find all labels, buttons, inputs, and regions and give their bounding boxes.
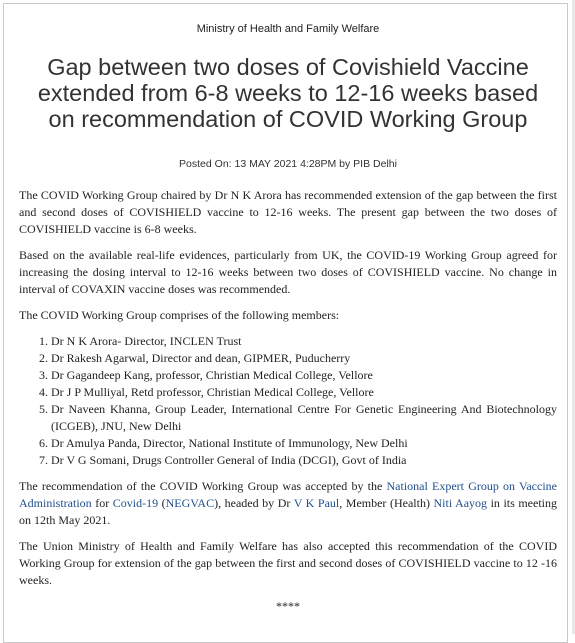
title-line-2: extended from 6-8 weeks to 12-16 weeks based [37, 80, 539, 106]
paragraph-4 [19, 478, 557, 529]
p4-text-5: , Member (Health) [339, 496, 434, 510]
p4-text-4: ), headed by Dr [214, 496, 294, 510]
p4-text-2: for [91, 496, 113, 510]
members-list [19, 333, 557, 469]
p4-text-3: ( [158, 496, 166, 510]
member-item: 2. Dr Rakesh Agarwal, Director and dean, GIPMER, Puducherry [51, 350, 557, 367]
title-line-3: on recommendation of COVID Working Group [48, 106, 528, 132]
member-item: 5. Dr Naveen Khanna, Group Leader, International Centre For Genetic Engineering And Biotechnology (ICGEB), JNU, New Delhi [51, 401, 557, 435]
p4-text-1: The recommendation of the COVID Working Group was accepted by the [19, 479, 387, 493]
niti-aayog-link[interactable]: Niti Aayog [433, 496, 488, 510]
negvac-link[interactable]: NEGVAC [165, 496, 215, 510]
release-body [19, 187, 557, 615]
member-item: 1. Dr N K Arora- Director, INCLEN Trust [51, 333, 557, 350]
p4-text-6: in its meeting on 12th May 2021. [19, 496, 558, 527]
member-item: 6. Dr Amulya Panda, Director, National Institute of Immunology, New Delhi [51, 435, 557, 452]
negvac-full-link[interactable]: National Expert Group on Vaccine Administration [19, 479, 557, 510]
covid19-link[interactable]: Covid-19 [112, 496, 159, 510]
press-release-page [3, 3, 568, 643]
vk-paul-link[interactable]: V K Paul [293, 496, 340, 510]
member-item: 3. Dr Gagandeep Kang, professor, Christian Medical College, Vellore [51, 367, 557, 384]
paragraph-2: Based on the available real-life evidences, particularly from UK, the COVID-19 Working Group agreed for increasing the dosing interval to 12-16 weeks between two doses of COVISHIELD vaccine. No change in interval of COVAXIN vaccine doses was recommended. [19, 248, 557, 296]
member-item: 4. Dr J P Mulliyal, Retd professor, Christian Medical College, Vellore [51, 384, 557, 401]
end-stars: **** [276, 599, 300, 613]
member-item: 7. Dr V G Somani, Drugs Controller General of India (DCGI), Govt of India [51, 452, 557, 469]
paragraph-5: The Union Ministry of Health and Family Welfare has also accepted this recommendation of the COVID Working Group for extension of the gap between the first and second doses of COVISHIELD vaccine to 12 -16 weeks. [19, 539, 557, 587]
paragraph-3: The COVID Working Group comprises of the following members: [19, 308, 340, 322]
title-line-1: Gap between two doses of Covishield Vaccine [47, 54, 529, 80]
paragraph-1: The COVID Working Group chaired by Dr N K Arora has recommended extension of the gap between the first and second doses of COVISHIELD vaccine to 12-16 weeks. The present gap between the two doses of COVISHIELD vaccine is 6-8 weeks. [19, 188, 557, 236]
ministry-name: Ministry of Health and Family Welfare [196, 23, 380, 35]
page-title [19, 54, 557, 132]
posted-on: Posted On: 13 MAY 2021 4:28PM by PIB Delhi [179, 158, 397, 170]
